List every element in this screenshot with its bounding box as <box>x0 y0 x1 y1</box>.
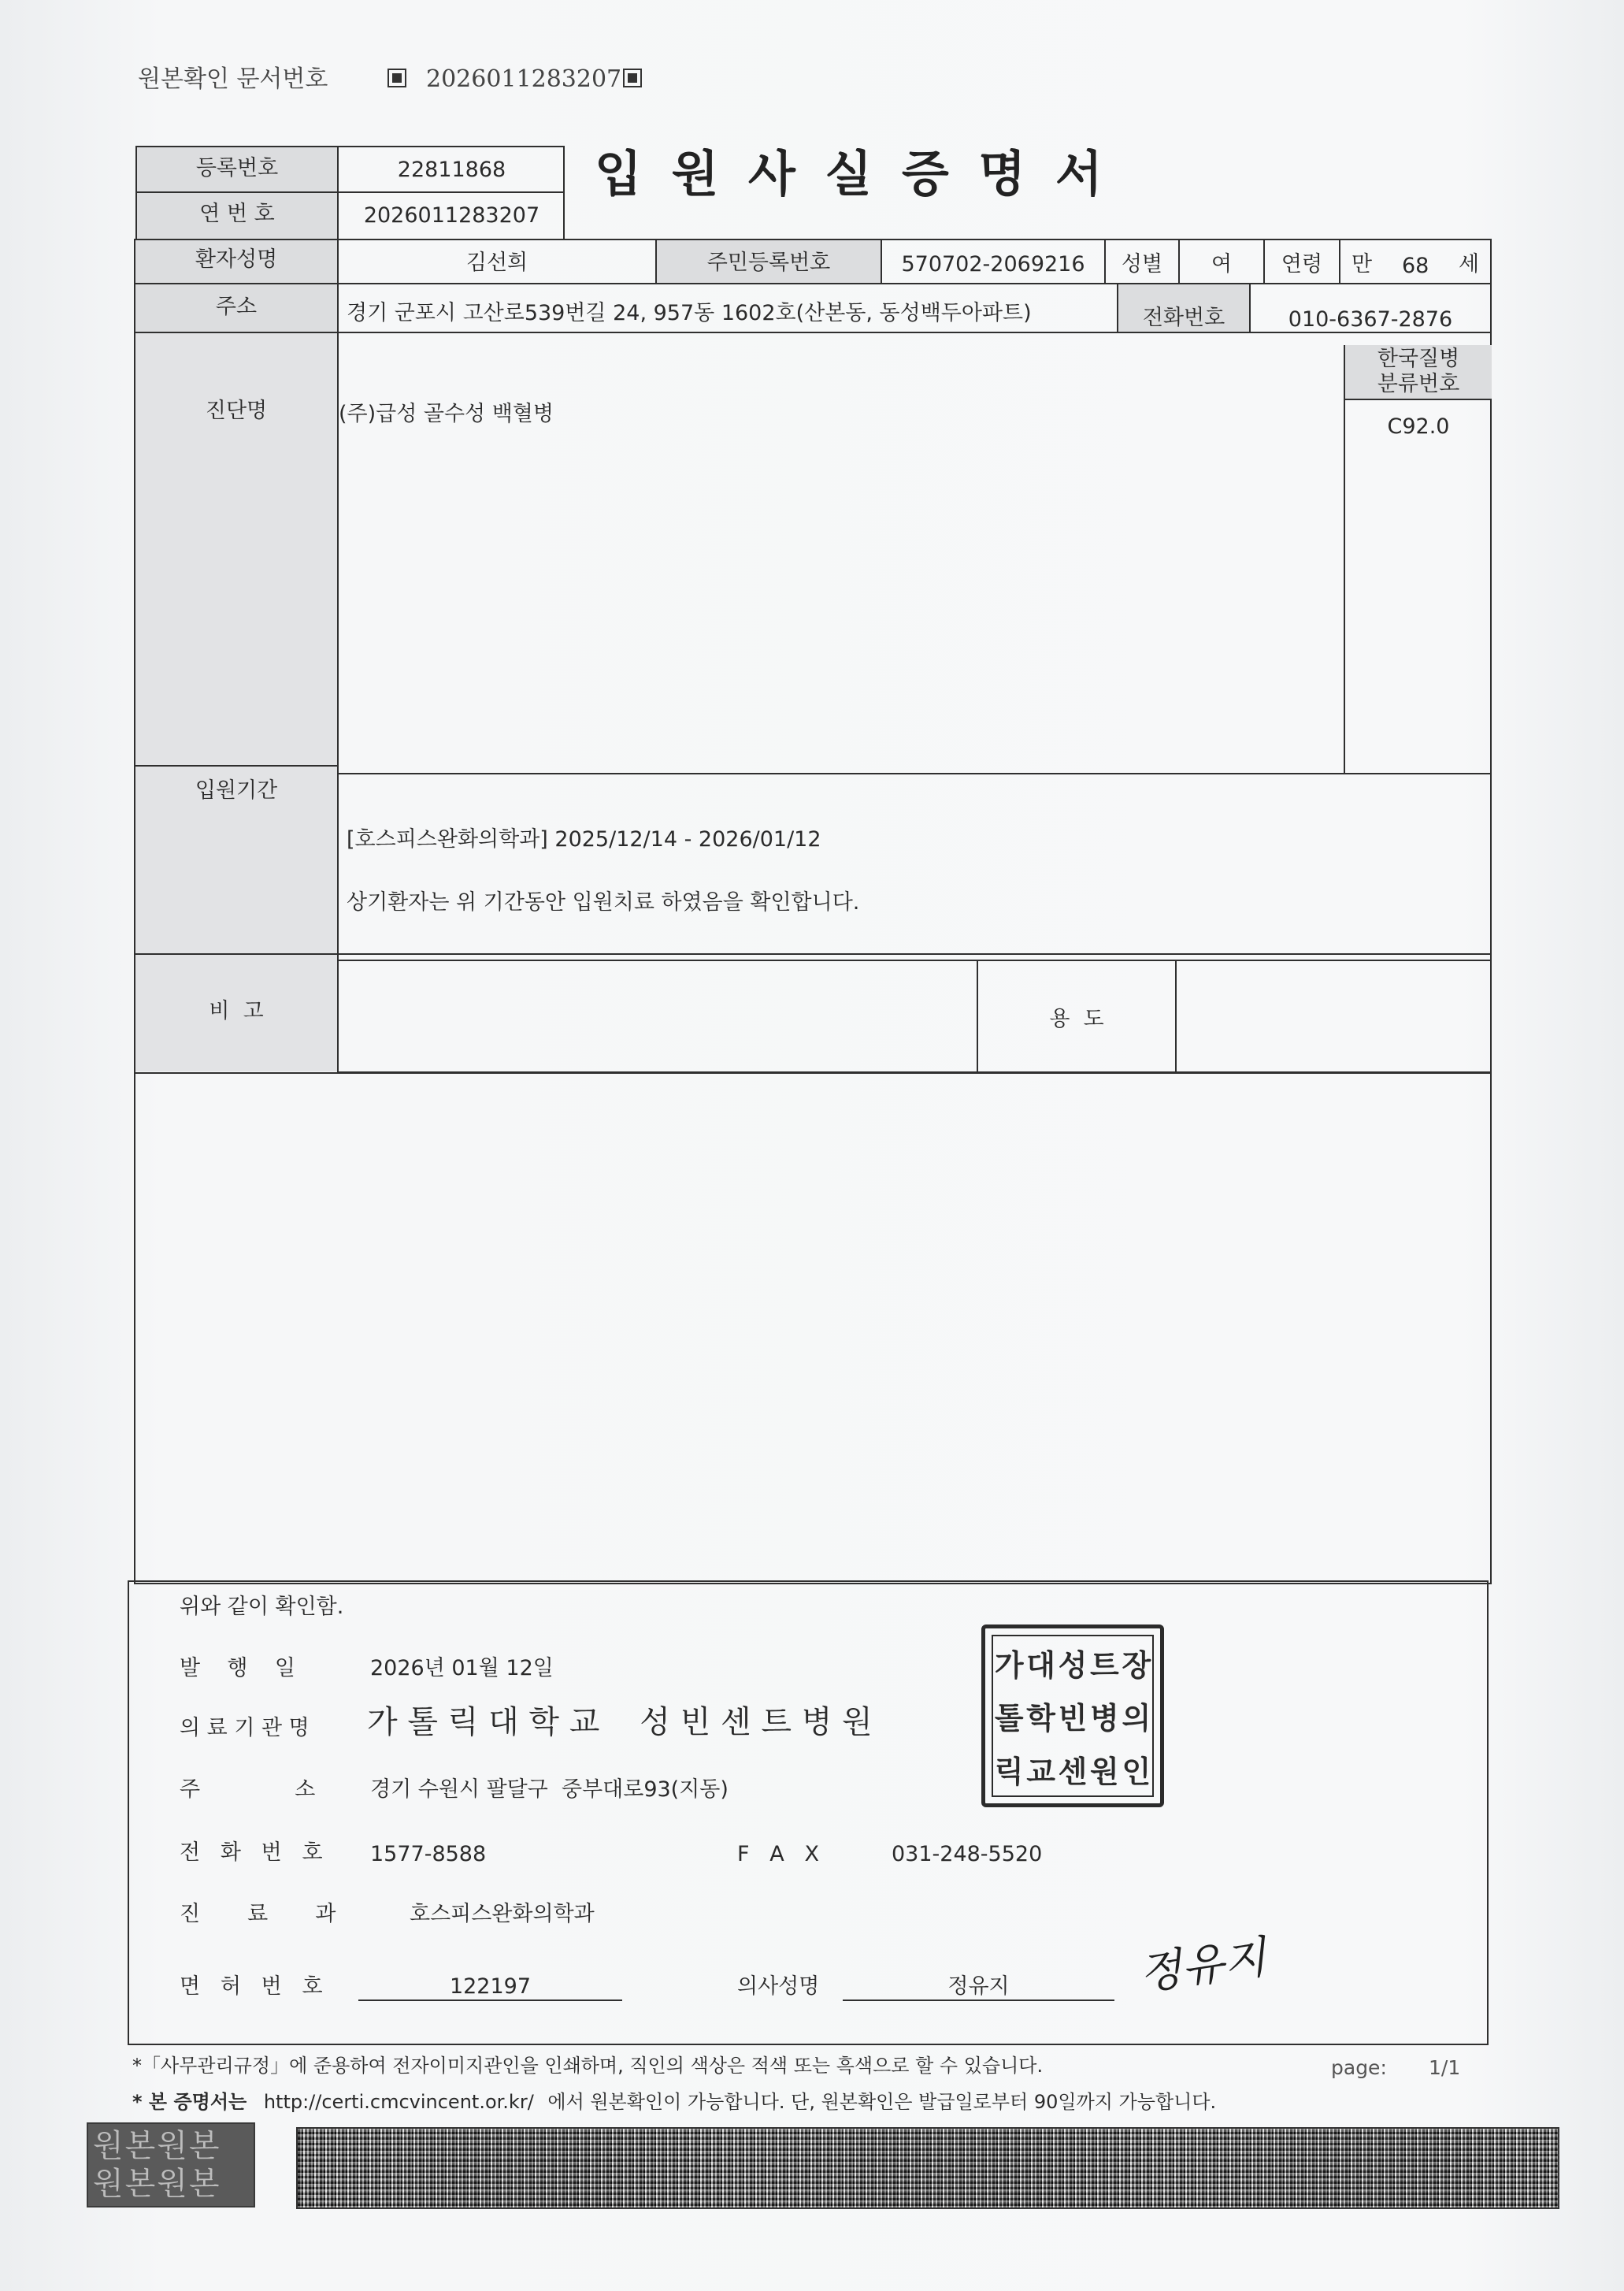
seal-char: 인 <box>1122 1753 1151 1789</box>
fax-value: 031-248-5520 <box>892 1842 1043 1866</box>
phone-value: 010-6367-2876 <box>1288 307 1453 332</box>
institution-label: 의 료 기 관 명 <box>180 1716 310 1740</box>
age-prefix: 만 <box>1351 252 1373 277</box>
issuer-address-label: 주 소 <box>180 1777 316 1802</box>
watermark-line-2: 원본원본 <box>93 2166 221 2202</box>
square-bullet-icon <box>387 69 406 87</box>
footer-note-2 <box>132 2092 1216 2111</box>
seal-char: 톨 <box>994 1700 1024 1736</box>
confirm-text: 위와 같이 확인함. <box>180 1595 344 1619</box>
verification-barcode <box>296 2127 1559 2209</box>
patient-name-value: 김선희 <box>465 251 528 275</box>
remarks-label: 비 고 <box>209 999 264 1023</box>
blank-area <box>134 1072 1492 1584</box>
serial-value: 2026011283207 <box>363 203 540 228</box>
purpose-label: 용 도 <box>1049 1007 1104 1031</box>
address-label: 주소 <box>215 295 258 319</box>
institution-value: 가 톨 릭 대 학 교 성 빈 센 트 병 원 <box>367 1704 873 1740</box>
reg-no-label: 등록번호 <box>195 156 279 180</box>
reg-no-value: 22811868 <box>397 158 506 182</box>
footer-note-2-suffix: 에서 원본확인이 가능합니다. 단, 원본확인은 발급일로부터 90일까지 가능합니다. <box>547 2091 1217 2113</box>
issuer-address-value: 경기 수원시 팔달구 중부대로93(지동) <box>370 1777 729 1802</box>
doctor-label: 의사성명 <box>737 1974 820 1999</box>
kcd-code: C92.0 <box>1387 414 1450 439</box>
fax-label: F A X <box>737 1842 819 1866</box>
page-label: page: <box>1331 2056 1387 2079</box>
seal-char: 장 <box>1122 1647 1151 1684</box>
seal-char: 트 <box>1090 1647 1119 1684</box>
original-check-label: 원본확인 문서번호 <box>138 65 328 93</box>
age-value: 68 <box>1402 254 1429 278</box>
rrn-label: 주민등록번호 <box>706 251 831 275</box>
diagnosis-value: (주)급성 골수성 백혈병 <box>339 402 554 426</box>
original-watermark <box>87 2122 255 2207</box>
sex-value: 여 <box>1211 252 1233 277</box>
issuer-phone-value: 1577-8588 <box>370 1842 487 1866</box>
seal-char: 교 <box>1026 1753 1055 1789</box>
admission-label: 입원기간 <box>195 778 278 803</box>
doctor-value: 정유지 <box>947 1974 1010 1999</box>
seal-char: 병 <box>1090 1700 1119 1736</box>
kcd-label-line2: 분류번호 <box>1377 372 1460 396</box>
verify-url-link[interactable]: http://certi.cmcvincent.or.kr/ <box>263 2091 534 2113</box>
seal-char: 센 <box>1058 1753 1088 1789</box>
footer-note-2-prefix: * 본 증명서는 <box>132 2091 247 2113</box>
rrn-value: 570702-2069216 <box>901 252 1085 277</box>
diagnosis-label: 진단명 <box>205 399 268 423</box>
footer-note-1: *「사무관리규정」에 준용하여 전자이미지관인을 인쇄하며, 직인의 색상은 적색 또는 흑색으로 할 수 있습니다. <box>132 2055 1044 2077</box>
seal-char: 빈 <box>1058 1700 1088 1736</box>
issuer-phone-label: 전 화 번 호 <box>180 1840 323 1865</box>
hospital-seal <box>981 1624 1164 1807</box>
page-value: 1/1 <box>1429 2056 1461 2079</box>
seal-char: 의 <box>1122 1700 1151 1736</box>
square-bullet-icon <box>623 69 642 87</box>
patient-name-label: 환자성명 <box>195 247 278 272</box>
doc-number: 2026011283207 <box>426 65 622 93</box>
seal-char: 가 <box>994 1647 1024 1684</box>
age-unit: 세 <box>1459 252 1480 277</box>
seal-char: 대 <box>1026 1647 1055 1684</box>
license-label: 면 허 번 호 <box>180 1974 323 1999</box>
seal-char: 학 <box>1026 1700 1055 1736</box>
watermark-line-1: 원본원본 <box>93 2128 221 2164</box>
address-value: 경기 군포시 고산로539번길 24, 957동 1602호(산본동, 동성백두아파트) <box>347 301 1032 325</box>
serial-label: 연 번 호 <box>199 202 275 226</box>
phone-label: 전화번호 <box>1142 306 1225 330</box>
issue-date-value: 2026년 01월 12일 <box>370 1656 554 1680</box>
doctor-signature: 정유지 <box>1136 1932 1270 2000</box>
dept-value: 호스피스완화의학과 <box>410 1902 595 1926</box>
seal-char: 원 <box>1090 1753 1119 1789</box>
admission-period: [호스피스완화의학과] 2025/12/14 - 2026/01/12 <box>347 827 821 852</box>
seal-char: 릭 <box>994 1753 1024 1789</box>
kcd-label-line1: 한국질병 <box>1377 347 1460 371</box>
admission-statement: 상기환자는 위 기간동안 입원치료 하였음을 확인합니다. <box>347 890 860 915</box>
issue-date-label: 발 행 일 <box>180 1656 295 1680</box>
document-title: 입 원 사 실 증 명 서 <box>595 145 1109 202</box>
dept-label: 진 료 과 <box>180 1902 336 1926</box>
sex-label: 성별 <box>1121 252 1163 277</box>
seal-char: 성 <box>1058 1647 1088 1684</box>
license-value: 122197 <box>449 1974 532 1999</box>
age-label: 연령 <box>1281 252 1323 277</box>
